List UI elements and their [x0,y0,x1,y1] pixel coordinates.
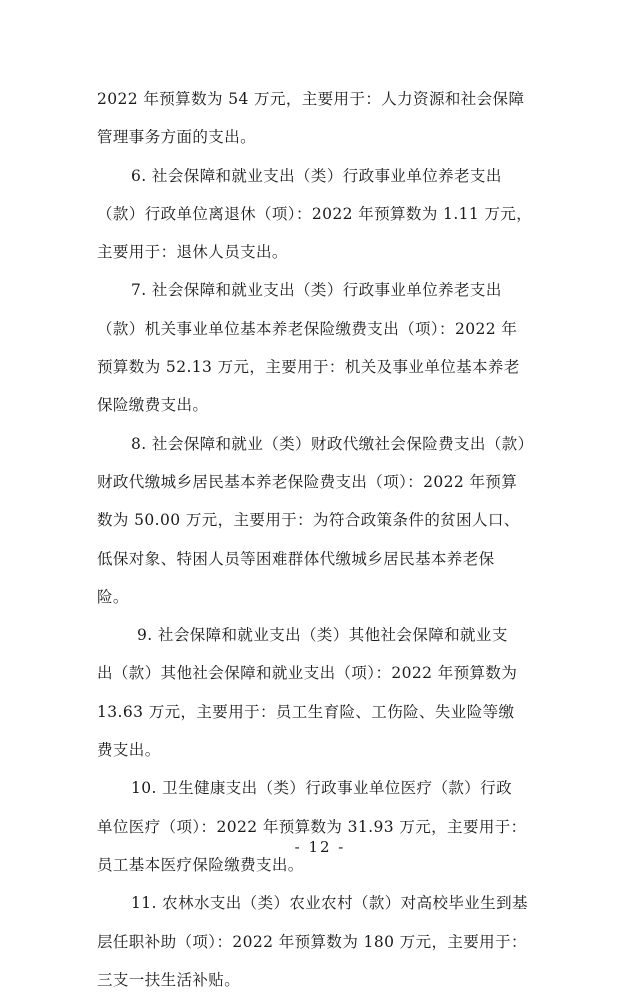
paragraph-item-8-start: 8. 社会保障和就业（类）财政代缴社会保险费支出（款） [131,434,534,453]
text-line: （款）机关事业单位基本养老保险缴费支出（项）：2022 年 [97,319,518,338]
text-line: 费支出。 [97,741,161,760]
text-line: 保险缴费支出。 [97,396,209,415]
body-text [97,80,547,999]
text-line: 预算数为 52.13 万元，主要用于：机关及事业单位基本养老 [97,358,520,377]
text-line: 险。 [97,587,129,606]
text-line: 层任职补助（项）：2022 年预算数为 180 万元，主要用于： [97,932,527,951]
paragraph-item-6-start: 6. 社会保障和就业支出（类）行政事业单位养老支出 [131,166,502,185]
text-line: 出（款）其他社会保障和就业支出（项）：2022 年预算数为 [97,664,518,683]
page-number: - 12 - [294,838,346,856]
paragraph-item-11-start: 11. 农林水支出（类）农业农村（款）对高校毕业生到基 [131,894,528,913]
text-line: （款）行政单位离退休（项）：2022 年预算数为 1.11 万元， [97,204,533,223]
text-line: 低保对象、特困人员等困难群体代缴城乡居民基本养老保 [97,549,495,568]
text-line: 财政代缴城乡居民基本养老保险费支出（项）：2022 年预算 [97,472,518,491]
text-line: 管理事务方面的支出。 [97,128,257,147]
text-line: 2022 年预算数为 54 万元，主要用于：人力资源和社会保障 [97,90,525,108]
text-line: 员工基本医疗保险缴费支出。 [97,855,304,874]
text-line: 三支一扶生活补贴。 [97,970,241,989]
paragraph-item-10-start: 10. 卫生健康支出（类）行政事业单位医疗（款）行政 [131,779,512,798]
text-line: 数为 50.00 万元，主要用于：为符合政策条件的贫困人口、 [97,511,520,530]
text-line: 单位医疗（项）：2022 年预算数为 31.93 万元，主要用于： [97,817,527,836]
paragraph-item-7-start: 7. 社会保障和就业支出（类）行政事业单位养老支出 [131,281,502,300]
paragraph-item-9-start: 9. 社会保障和就业支出（类）其他社会保障和就业支 [137,626,508,645]
text-line: 13.63 万元，主要用于：员工生育险、工伤险、失业险等缴 [97,702,515,721]
text-line: 主要用于：退休人员支出。 [97,243,288,262]
